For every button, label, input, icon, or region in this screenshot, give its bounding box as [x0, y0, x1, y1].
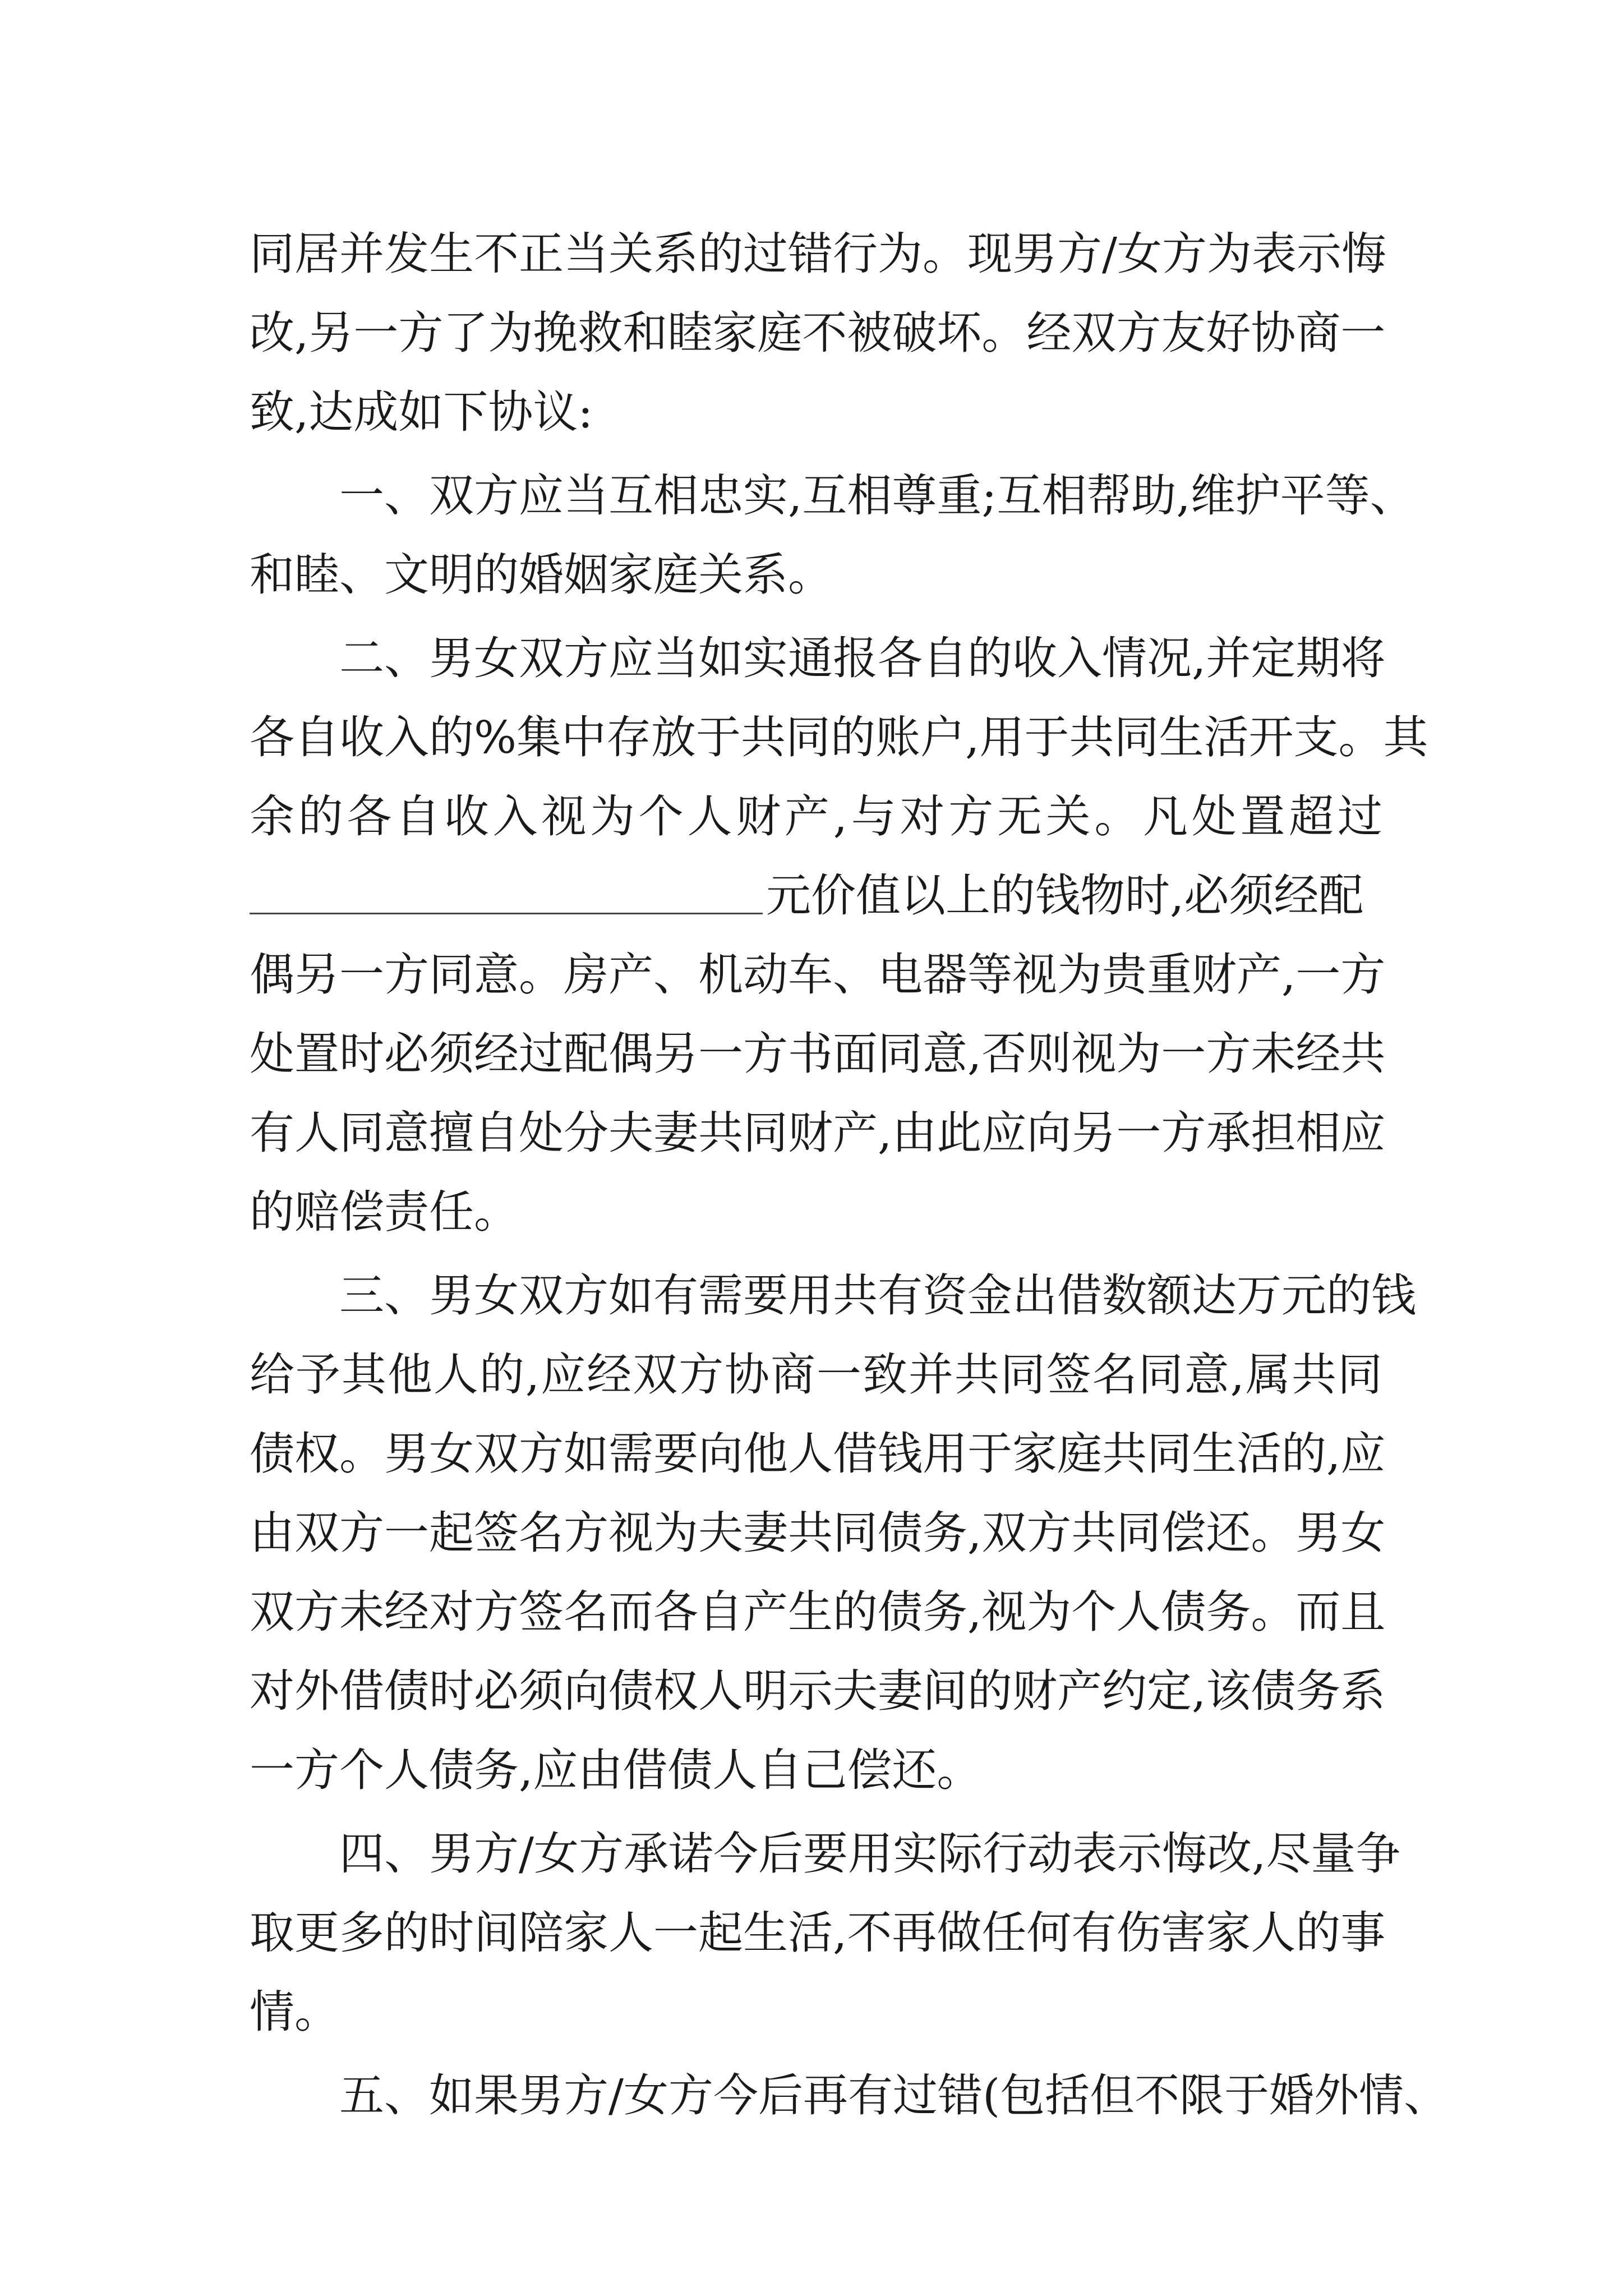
blank-underline: [250, 868, 763, 914]
text-line: 取更多的时间陪家人一起生活,不再做任何有伤害家人的事: [250, 1907, 1386, 1959]
text-line: 致,达成如下协议:: [250, 386, 593, 438]
text-line: 同居并发生不正当关系的过错行为。现男方/女方为表示悔: [250, 228, 1386, 280]
text-line: 的赔偿责任。: [250, 1186, 519, 1238]
agreement-text: [250, 214, 1449, 2135]
clause-4-line: 四、男方/女方承诺今后要用实际行动表示悔改,尽量争: [339, 1828, 1401, 1880]
text-line: 偶另一方同意。房产、机动车、电器等视为贵重财产,一方: [250, 949, 1386, 1001]
text-line: 债权。男女双方如需要向他人借钱用于家庭共同生活的,应: [250, 1428, 1386, 1480]
text-line: 有人同意擅自处分夫妻共同财产,由此应向另一方承担相应: [250, 1107, 1386, 1159]
clause-5-line: 五、如果男方/女方今后再有过错(包括但不限于婚外情、: [339, 2069, 1449, 2122]
text-line: 对外借债时必须向债权人明示夫妻间的财产约定,该债务系: [250, 1665, 1386, 1717]
text-line: 余的各自收入视为个人财产,与对方无关。凡处置超过: [250, 790, 1382, 843]
text-line: 改,另一方了为挽救和睦家庭不被破坏。经双方友好协商一: [250, 307, 1386, 359]
text-line: 处置时必须经过配偶另一方书面同意,否则视为一方未经共: [250, 1028, 1386, 1080]
clause-1-line: 一、双方应当互相忠实,互相尊重;互相帮助,维护平等、: [339, 470, 1415, 522]
text-line: 和睦、文明的婚姻家庭关系。: [250, 549, 833, 601]
text-line: 各自收入的%集中存放于共同的账户,用于共同生活开支。其: [250, 711, 1428, 763]
text-line: 由双方一起签名方视为夫妻共同债务,双方共同偿还。男女: [250, 1507, 1386, 1559]
text-line: 给予其他人的,应经双方协商一致并共同签名同意,属共同: [250, 1349, 1382, 1401]
clause-2-line: 二、男女双方应当如实通报各自的收入情况,并定期将: [339, 632, 1386, 684]
text-segment: 元价值以上的钱物时,必须经配: [766, 869, 1364, 922]
text-line: 一方个人债务,应由借债人自己偿还。: [250, 1744, 982, 1796]
blank-fill-line: [250, 856, 1382, 935]
text-line: 情。: [250, 1986, 339, 2038]
text-line: 双方未经对方签名而各自产生的债务,视为个人债务。而且: [250, 1586, 1386, 1638]
clause-3-line: 三、男女双方如有需要用共有资金出借数额达万元的钱: [339, 1269, 1416, 1322]
